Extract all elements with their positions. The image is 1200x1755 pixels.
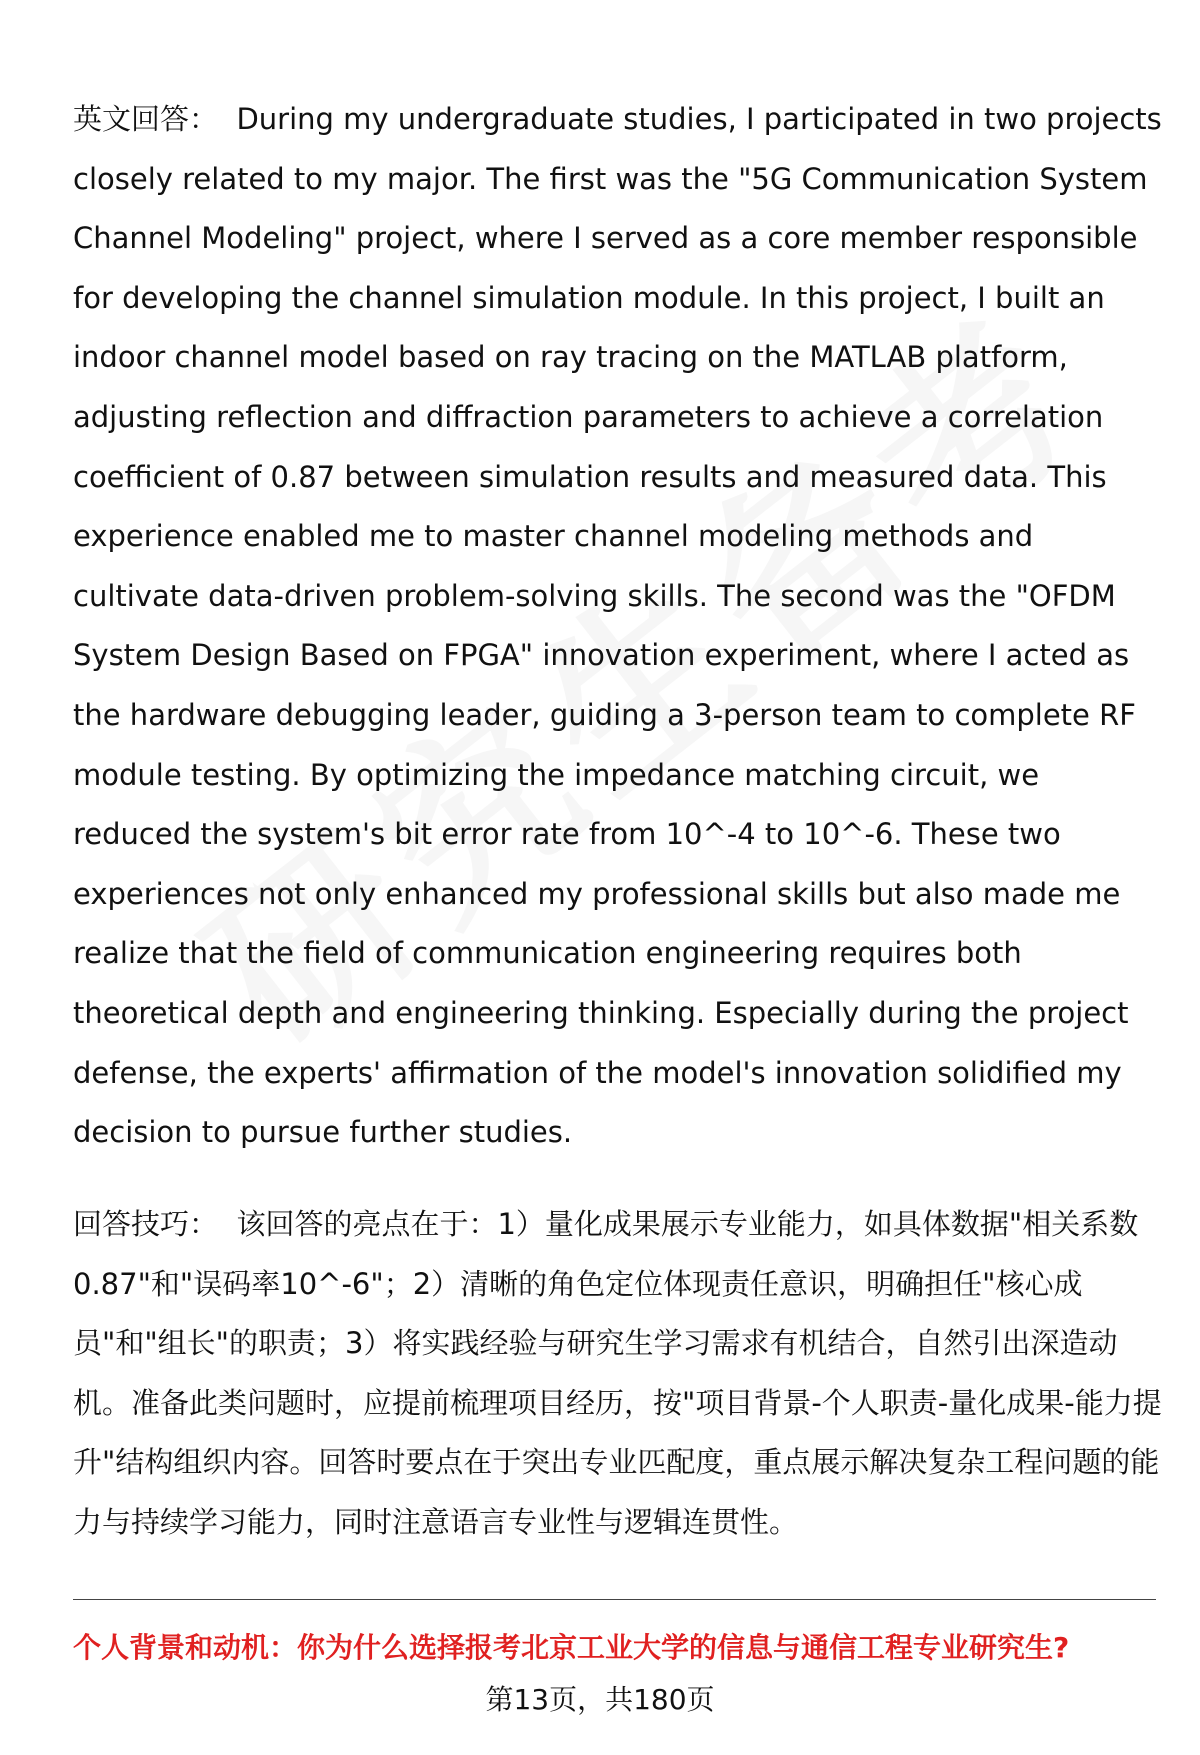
next-question-heading: 个人背景和动机：你为什么选择报考北京工业大学的信息与通信工程专业研究生? — [73, 1631, 1070, 1664]
answer-tips-paragraph — [73, 1195, 1163, 1553]
english-answer-text: During my undergraduate studies, I participated in two projects closely related to my major. The first was the "5G Communication System Channel Modeling" project, where I served as a core member responsible for developing the channel simulation module. In this project, I built an indoor channel model based on ray tracing on the MATLAB platform, adjusting reflection and diffraction parameters to achieve a correlation coefficient of 0.87 between simulation results and measured data. This experience enabled me to master channel modeling methods and cultivate data-driven problem-solving skills. The second was the "OFDM System Design Based on FPGA" innovation experiment, where I acted as the hardware debugging leader, guiding a 3-person team to complete RF module testing. By optimizing the impedance matching circuit, we reduced the system's bit error rate from 10^-4 to 10^-6. These two experiences not only enhanced my professional skills but also made me realize that the field of communication engineering requires both theoretical depth and engineering thinking. Especially during the project defense, the experts' affirmation of the model's innovation solidified my decision to pursue further studies. — [73, 102, 1162, 1150]
answer-tips-label: 回答技巧： — [73, 1207, 219, 1241]
page-number-footer: 第13页，共180页 — [485, 1683, 715, 1716]
answer-tips-text: 该回答的亮点在于：1）量化成果展示专业能力，如具体数据"相关系数0.87"和"误码率10^-6"；2）清晰的角色定位体现责任意识，明确担任"核心成员"和"组长"的职责；3）将实践经验与研究生学习需求有机结合，自然引出深造动机。准备此类问题时，应提前梳理项目经历，按"项目背景-个人职责-量化成果-能力提升"结构组织内容。回答时要点在于突出专业匹配度，重点展示解决复杂工程问题的能力与持续学习能力，同时注意语言专业性与逻辑连贯性。 — [73, 1207, 1162, 1539]
english-answer-paragraph — [73, 90, 1163, 1163]
section-divider — [73, 1599, 1156, 1600]
english-answer-label: 英文回答： — [73, 102, 219, 136]
